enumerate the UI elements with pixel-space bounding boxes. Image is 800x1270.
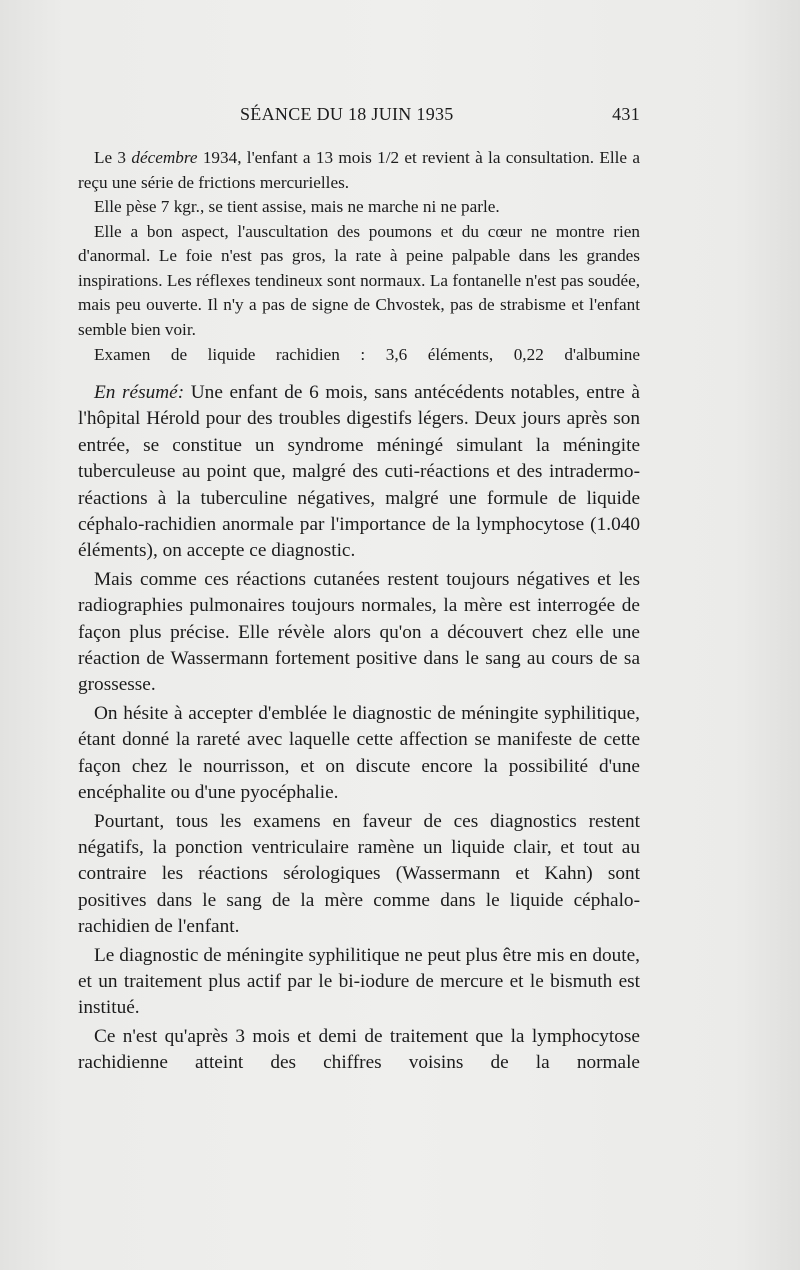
italic-date: décembre xyxy=(131,148,198,167)
summary-text: Une enfant de 6 mois, sans antécédents notables, entre à l'hôpital Hérold pour des troubles digestifs légers. Deux jours après son entrée, se constitue un syndrome méningé simulant la méningite tuberculeuse au point que, malgré des cuti-réactions et des intradermo-réactions à la tuberculine négatives, malgré une formule de liquide céphalo-rachidien anormale par l'importance de la lymphocytose (1.040 éléments), on accepte ce diagnostic. xyxy=(78,382,640,562)
observation-section xyxy=(78,146,640,368)
observation-paragraph xyxy=(78,146,640,195)
summary-paragraph: Le diagnostic de méningite syphilitique ne peut plus être mis en doute, et un traitement plus actif par le bi-iodure de mercure et le bismuth est institué. xyxy=(78,944,640,1019)
observation-paragraph: Elle pèse 7 kgr., se tient assise, mais ne marche ni ne parle. xyxy=(94,197,500,216)
summary-paragraph: On hésite à accepter d'emblée le diagnostic de méningite syphilitique, étant donné la rareté avec laquelle cette affection se manifeste de cette façon chez le nourrisson, et on discute encore la possibilité d'une encéphalite ou d'une pyocéphalie. xyxy=(78,702,640,804)
observation-paragraph: Elle a bon aspect, l'auscultation des poumons et du cœur ne montre rien d'anormal. Le foie n'est pas gros, la rate à peine palpable dans les grandes inspirations. Les réflexes tendineux sont normaux. La fontanelle n'est pas soudée, mais peu ouverte. Il n'y a pas de signe de Chvostek, pas de strabisme et l'enfant semble bien voir. xyxy=(78,221,640,339)
page-number: 431 xyxy=(612,104,640,124)
observation-text: Le 3 xyxy=(94,148,132,167)
exam-line: Examen de liquide rachidien : 3,6 éléments, 0,22 d'albumine xyxy=(94,345,640,364)
page-header xyxy=(78,104,640,134)
summary-paragraph: Pourtant, tous les examens en faveur de ces diagnostics restent négatifs, la ponction ventriculaire ramène un liquide clair, et tout au contraire les réactions sérologiques (Wassermann et Kahn) sont positives dans le sang de la mère comme dans le liquide céphalo-rachidien de l'enfant. xyxy=(78,810,640,938)
running-title: SÉANCE DU 18 JUIN 1935 xyxy=(240,104,454,124)
italic-lead: En résumé: xyxy=(94,382,185,403)
summary-paragraph: Ce n'est qu'après 3 mois et demi de traitement que la lymphocytose rachidienne atteint des chiffres voisins de la normale xyxy=(78,1025,640,1074)
summary-paragraph: Mais comme ces réactions cutanées restent toujours négatives et les radiographies pulmonaires toujours normales, la mère est interrogée de façon plus précise. Elle révèle alors qu'on a découvert chez elle une réaction de Wassermann fortement positive dans le sang au cours de sa grossesse. xyxy=(78,568,640,696)
summary-section xyxy=(78,380,640,1079)
summary-paragraph xyxy=(78,380,640,565)
observation-text: 1934, l'enfant a 13 mois 1/2 et revient à la consultation. Elle a reçu une série de frictions mercurielles. xyxy=(78,148,640,192)
